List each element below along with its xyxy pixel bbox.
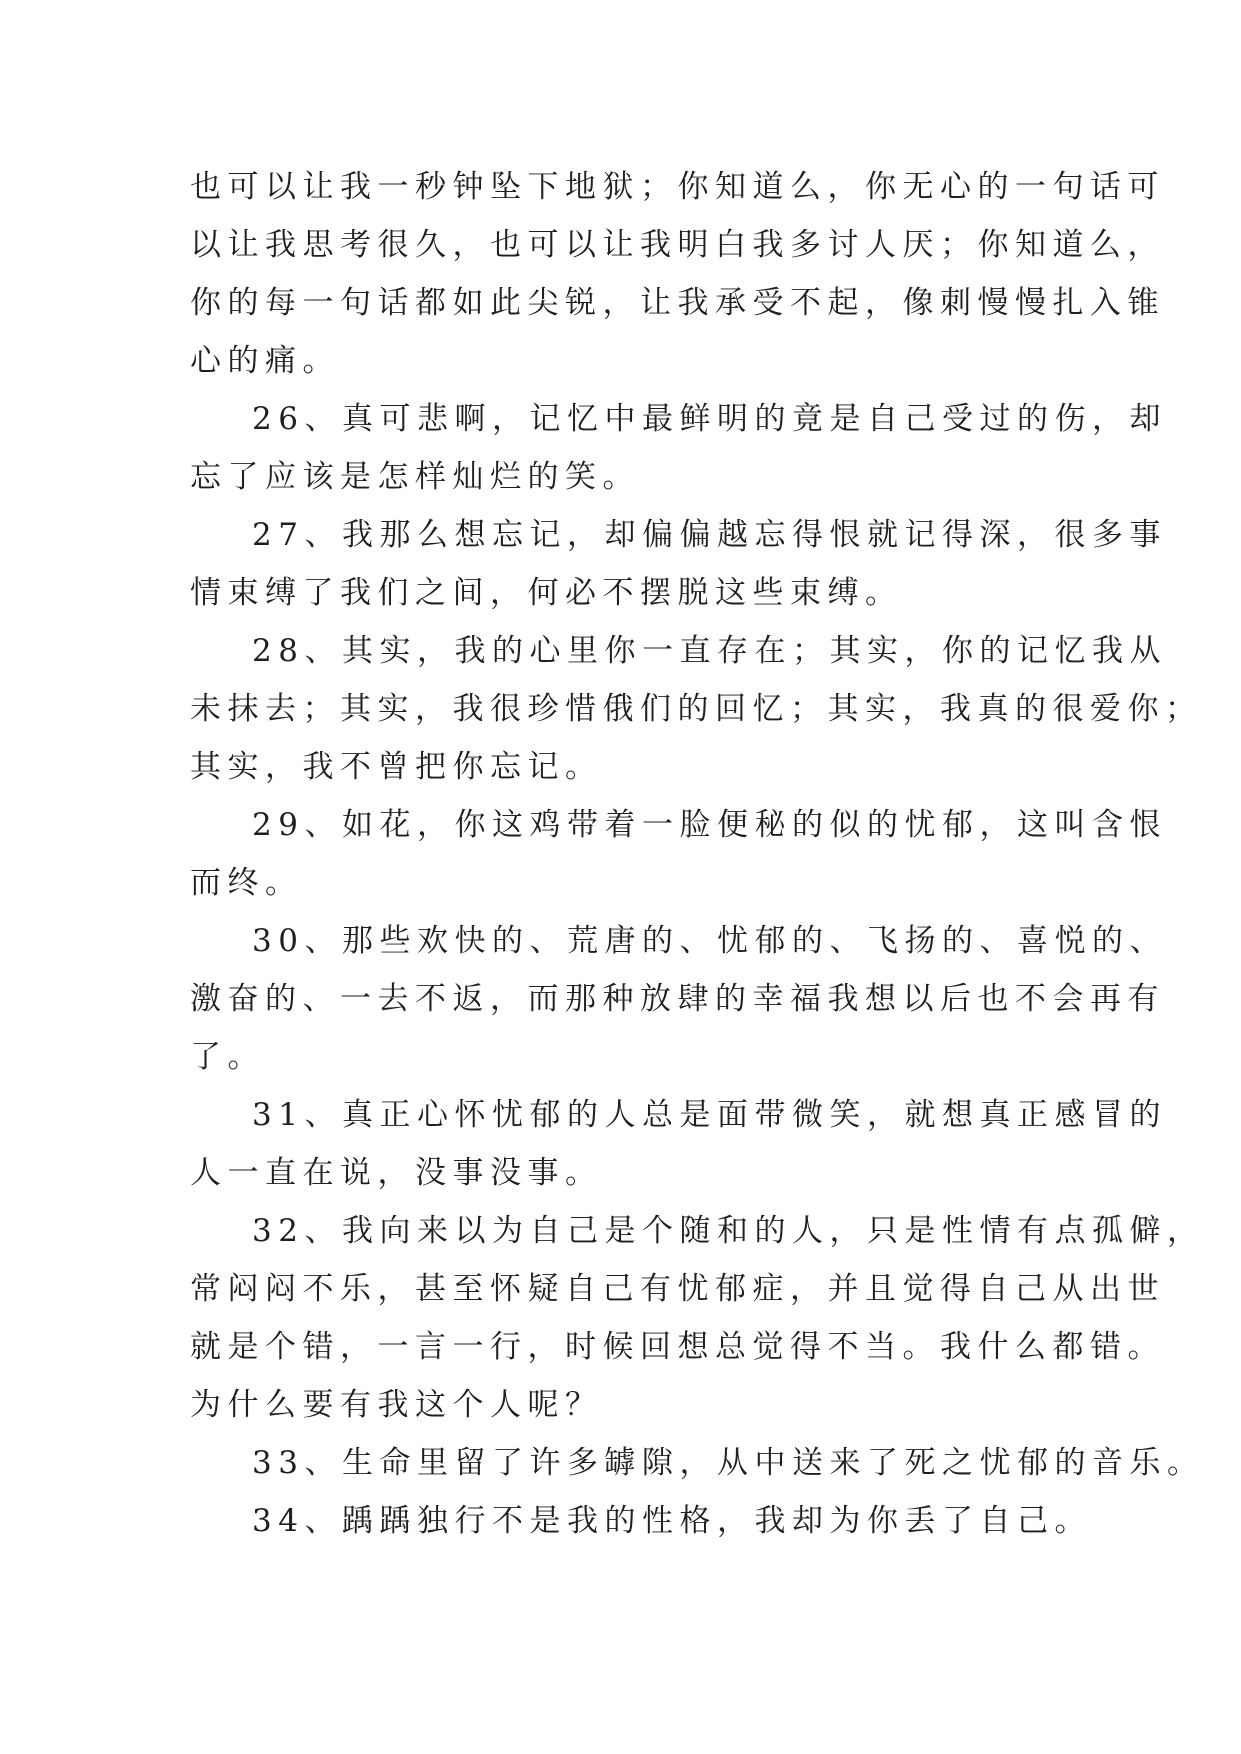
paragraph-start-32: 32、我向来以为自己是个随和的人，只是性情有点孤僻，	[252, 1213, 1205, 1249]
text-line: 为什么要有我这个人呢？	[190, 1387, 603, 1423]
paragraph-start-27: 27、我那么想忘记，却偏偏越忘得恨就记得深，很多事	[252, 517, 1167, 553]
text-line: 人一直在说，没事没事。	[190, 1155, 603, 1191]
paragraph-start-34: 34、踽踽独行不是我的性格，我却为你丢了自己。	[252, 1503, 1092, 1539]
text-line: 你的每一句话都如此尖锐，让我承受不起，像刺慢慢扎入锥	[190, 285, 1165, 321]
text-line: 未抹去；其实，我很珍惜俄们的回忆；其实，我真的很爱你；	[190, 691, 1203, 727]
paragraph-start-31: 31、真正心怀忧郁的人总是面带微笑，就想真正感冒的	[252, 1097, 1167, 1133]
text-line: 心的痛。	[190, 343, 340, 379]
document-body	[190, 158, 1205, 1550]
text-line: 也可以让我一秒钟坠下地狱；你知道么，你无心的一句话可	[190, 169, 1165, 205]
paragraph-start-26: 26、真可悲啊，记忆中最鲜明的竟是自己受过的伤，却	[252, 401, 1167, 437]
text-line: 情束缚了我们之间，何必不摆脱这些束缚。	[190, 575, 903, 611]
text-line: 就是个错，一言一行，时候回想总觉得不当。我什么都错。	[190, 1329, 1165, 1365]
text-line: 其实，我不曾把你忘记。	[190, 749, 603, 785]
text-line: 了。	[190, 1039, 265, 1075]
text-line: 常闷闷不乐，甚至怀疑自己有忧郁症，并且觉得自己从出世	[190, 1271, 1165, 1307]
paragraph-start-29: 29、如花，你这鸡带着一脸便秘的似的忧郁，这叫含恨	[252, 807, 1167, 843]
text-line: 以让我思考很久，也可以让我明白我多讨人厌；你知道么，	[190, 227, 1165, 263]
paragraph-start-30: 30、那些欢快的、荒唐的、忧郁的、飞扬的、喜悦的、	[252, 923, 1167, 959]
text-line: 激奋的、一去不返，而那种放肆的幸福我想以后也不会再有	[190, 981, 1165, 1017]
paragraph-start-33: 33、生命里留了许多罅隙，从中送来了死之忧郁的音乐。	[252, 1445, 1205, 1481]
text-line: 忘了应该是怎样灿烂的笑。	[190, 459, 640, 495]
text-line: 而终。	[190, 865, 303, 901]
paragraph-start-28: 28、其实，我的心里你一直存在；其实，你的记忆我从	[252, 633, 1167, 669]
